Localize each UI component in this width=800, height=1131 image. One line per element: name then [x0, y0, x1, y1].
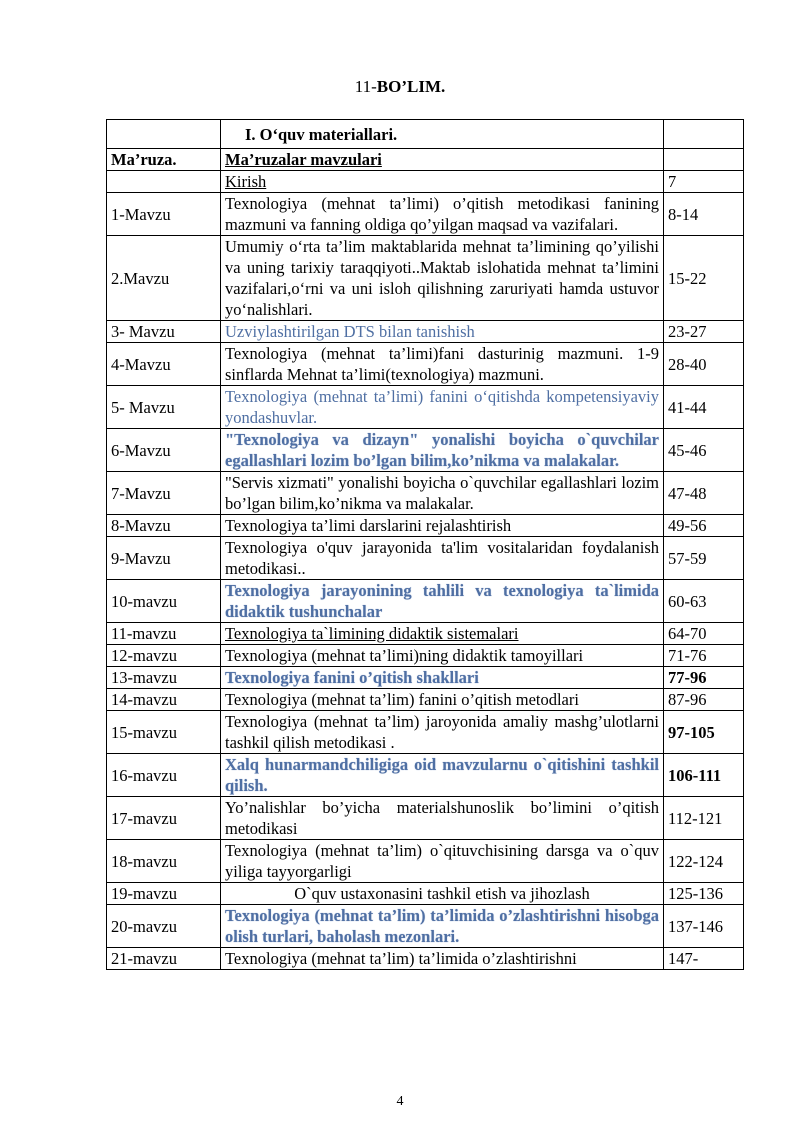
table-row [107, 948, 744, 970]
table-row [107, 386, 744, 429]
header-lecture-cell: Ma’ruza. [107, 149, 221, 171]
lecture-number-cell: 1-Mavzu [107, 193, 221, 236]
section-heading [0, 76, 800, 98]
pages-cell: 41-44 [664, 386, 744, 429]
table-row [107, 515, 744, 537]
table-row [107, 667, 744, 689]
table-row [107, 580, 744, 623]
topic-cell: Texnologiya (mehnat ta’limi) fanini o‘qitishda kompetensiyaviy yondashuvlar. [221, 386, 664, 429]
table-row [107, 429, 744, 472]
pages-cell: 64-70 [664, 623, 744, 645]
topic-cell: Texnologiya (mehnat ta’limi)fani dasturinig mazmuni. 1-9 sinflarda Mehnat ta’limi(texnologiya) mazmuni. [221, 343, 664, 386]
lecture-number-cell: 8-Mavzu [107, 515, 221, 537]
pages-cell: 45-46 [664, 429, 744, 472]
topic-cell: Texnologiya (mehnat ta’lim) ta’limida o’zlashtirishni hisobga olish turlari, baholash mezonlari. [221, 905, 664, 948]
topic-cell: O`quv ustaxonasini tashkil etish va jihozlash [221, 883, 664, 905]
lecture-number-cell: 14-mavzu [107, 689, 221, 711]
table-row [107, 754, 744, 797]
pages-cell: 23-27 [664, 321, 744, 343]
lecture-number-cell: 2.Mavzu [107, 236, 221, 321]
topic-cell: Texnologiya jarayonining tahlili va texnologiya ta`limida didaktik tushunchalar [221, 580, 664, 623]
table-row [107, 840, 744, 883]
pages-cell: 97-105 [664, 711, 744, 754]
lecture-number-cell: 15-mavzu [107, 711, 221, 754]
table-row [107, 343, 744, 386]
pages-cell: 147- [664, 948, 744, 970]
table-row [107, 883, 744, 905]
empty-cell [664, 120, 744, 149]
pages-cell: 77-96 [664, 667, 744, 689]
lecture-number-cell: 17-mavzu [107, 797, 221, 840]
table-row [107, 321, 744, 343]
section-title-cell: I. O‘quv materiallari. [221, 120, 664, 149]
lecture-number-cell [107, 171, 221, 193]
topic-cell: Texnologiya ta`limining didaktik sistemalari [221, 623, 664, 645]
section-heading-number: 11- [354, 77, 377, 96]
topic-cell: Texnologiya (mehnat ta’lim) jaroyonida amaliy mashg’ulotlarni tashkil qilish metodikasi . [221, 711, 664, 754]
pages-cell: 47-48 [664, 472, 744, 515]
topic-cell: Uzviylashtirilgan DTS bilan tanishish [221, 321, 664, 343]
topic-cell: Texnologiya (mehnat ta’limi)ning didaktik tamoyillari [221, 645, 664, 667]
table-row [107, 193, 744, 236]
pages-cell: 60-63 [664, 580, 744, 623]
lecture-number-cell: 18-mavzu [107, 840, 221, 883]
table-row [107, 472, 744, 515]
pages-cell: 137-146 [664, 905, 744, 948]
topic-cell: Umumiy o‘rta ta’lim maktablarida mehnat ta’limining qo’yilishi va uning tarixiy taraqqiyoti..Maktab islohatida mehnat ta’limini vazifalari,o‘rni va uni isloh qilishning zaruriyati hamda ustuvor yo‘nalishlari. [221, 236, 664, 321]
topic-cell: Xalq hunarmandchiligiga oid mavzularnu o`qitishini tashkil qilish. [221, 754, 664, 797]
topic-cell: "Texnologiya va dizayn" yonalishi boyicha o`quvchilar egallashlari lozim bo’lgan bilim,ko’nikma va malakalar. [221, 429, 664, 472]
pages-cell: 122-124 [664, 840, 744, 883]
pages-cell: 15-22 [664, 236, 744, 321]
lecture-number-cell: 3- Mavzu [107, 321, 221, 343]
pages-cell: 57-59 [664, 537, 744, 580]
topic-cell: Texnologiya ta’limi darslarini rejalashtirish [221, 515, 664, 537]
lecture-number-cell: 10-mavzu [107, 580, 221, 623]
page-number: 4 [396, 1094, 404, 1109]
topic-cell: Texnologiya o'quv jarayonida ta'lim vositalaridan foydalanish metodikasi.. [221, 537, 664, 580]
lecture-number-cell: 13-mavzu [107, 667, 221, 689]
topic-cell: Texnologiya (mehnat ta’lim) o`qituvchisining darsga va o`quv yiliga tayyorgarligi [221, 840, 664, 883]
lecture-number-cell: 20-mavzu [107, 905, 221, 948]
table-row [107, 645, 744, 667]
pages-cell: 7 [664, 171, 744, 193]
lecture-topics-table [106, 119, 744, 970]
lecture-number-cell: 5- Mavzu [107, 386, 221, 429]
lecture-number-cell: 11-mavzu [107, 623, 221, 645]
topic-cell: Kirish [221, 171, 664, 193]
table-row [107, 171, 744, 193]
lecture-number-cell: 16-mavzu [107, 754, 221, 797]
topic-cell: Yo’nalishlar bo’yicha materialshunoslik bo’limini o’qitish metodikasi [221, 797, 664, 840]
pages-cell: 71-76 [664, 645, 744, 667]
empty-cell [107, 120, 221, 149]
header-pages-cell [664, 149, 744, 171]
section-heading-title: BO’LIM. [376, 77, 446, 96]
topic-cell: Texnologiya (mehnat ta’lim) fanini o’qitish metodlari [221, 689, 664, 711]
table-row [107, 905, 744, 948]
lecture-number-cell: 19-mavzu [107, 883, 221, 905]
topic-cell: "Servis xizmati" yonalishi boyicha o`quvchilar egallashlari lozim bo’lgan bilim,ko’nikma va malakalar. [221, 472, 664, 515]
topic-cell: Texnologiya (mehnat ta’lim) ta’limida o’zlashtirishni [221, 948, 664, 970]
table-row [107, 623, 744, 645]
table-row [107, 537, 744, 580]
lecture-number-cell: 4-Mavzu [107, 343, 221, 386]
pages-cell: 49-56 [664, 515, 744, 537]
table-header-row [107, 149, 744, 171]
topic-cell: Texnologiya (mehnat ta’limi) o’qitish metodikasi fanining mazmuni va fanning oldiga qo’yilgan maqsad va vazifalari. [221, 193, 664, 236]
pages-cell: 28-40 [664, 343, 744, 386]
pages-cell: 112-121 [664, 797, 744, 840]
lecture-number-cell: 21-mavzu [107, 948, 221, 970]
topic-cell: Texnologiya fanini o’qitish shakllari [221, 667, 664, 689]
table-section-row [107, 120, 744, 149]
lecture-number-cell: 6-Mavzu [107, 429, 221, 472]
pages-cell: 87-96 [664, 689, 744, 711]
lecture-number-cell: 12-mavzu [107, 645, 221, 667]
pages-cell: 106-111 [664, 754, 744, 797]
header-topic-cell: Ma’ruzalar mavzulari [221, 149, 664, 171]
pages-cell: 125-136 [664, 883, 744, 905]
table-row [107, 711, 744, 754]
lecture-number-cell: 9-Mavzu [107, 537, 221, 580]
table-row [107, 797, 744, 840]
lecture-number-cell: 7-Mavzu [107, 472, 221, 515]
table-row [107, 689, 744, 711]
table-row [107, 236, 744, 321]
pages-cell: 8-14 [664, 193, 744, 236]
